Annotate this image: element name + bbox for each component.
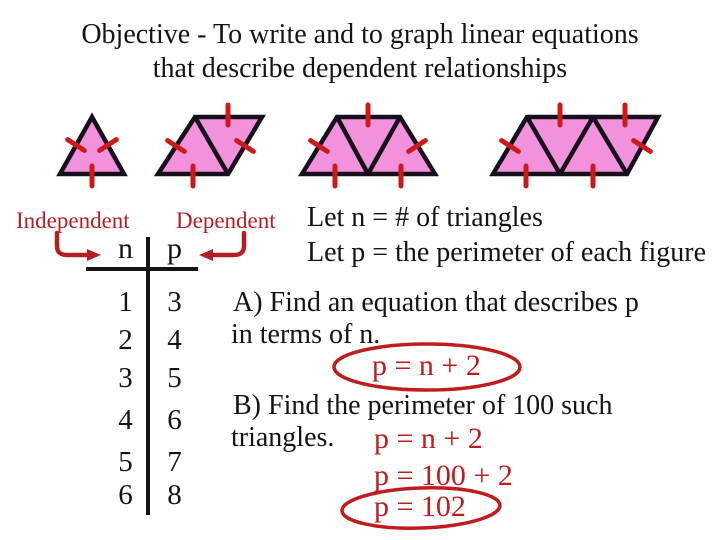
table-row — [101, 405, 199, 435]
cell-p: 5 — [167, 362, 182, 394]
definition-n: Let n = # of triangles — [307, 202, 543, 233]
cell-n: 4 — [118, 404, 133, 436]
table-row — [101, 363, 199, 393]
table-header-p: p — [167, 232, 182, 265]
tick-mark — [311, 141, 328, 152]
tick-mark — [409, 141, 426, 152]
tick-mark — [237, 141, 254, 152]
figure-1-triangle — [60, 117, 124, 186]
figure-4-triangles — [493, 105, 658, 186]
table-header-n: n — [118, 232, 133, 265]
cell-n: 6 — [118, 479, 133, 511]
tick-mark — [502, 141, 519, 152]
part-b-answer-equation: p = 102 — [374, 490, 466, 523]
part-a-prompt-line-1: A) Find an equation that describes p — [233, 287, 639, 318]
table-row — [101, 325, 199, 355]
table-row — [101, 287, 199, 317]
tick-mark — [68, 140, 85, 151]
part-b-work-step-1: p = n + 2 — [374, 422, 483, 455]
title-line-1: Objective - To write and to graph linear equations — [81, 19, 639, 50]
tick-mark — [168, 141, 185, 152]
tick-mark — [634, 141, 651, 152]
table-row — [101, 447, 199, 477]
independent-arrow — [57, 233, 101, 261]
cell-p: 6 — [167, 404, 182, 436]
dependent-arrow — [199, 233, 244, 261]
independent-label: Independent — [16, 208, 130, 233]
cell-n: 2 — [118, 324, 133, 356]
cell-p: 8 — [167, 479, 182, 511]
part-b-prompt-line-1: B) Find the perimeter of 100 such — [233, 390, 613, 421]
definition-p: Let p = the perimeter of each figure — [307, 237, 707, 268]
title-line-2: that describe dependent relationships — [152, 53, 568, 84]
tick-mark — [100, 140, 117, 151]
dependent-label: Dependent — [176, 208, 276, 233]
cell-n: 5 — [118, 446, 133, 478]
cell-p: 3 — [167, 286, 182, 318]
figure-3-triangles — [302, 105, 435, 186]
part-b-work-step-2: p = 100 + 2 — [374, 459, 513, 492]
part-a-prompt-line-2: in terms of n. — [231, 319, 381, 350]
figure-2-triangles — [158, 105, 262, 186]
table-header-row — [101, 234, 199, 264]
page-title — [0, 18, 720, 86]
cell-p: 7 — [167, 446, 182, 478]
table-row — [101, 480, 199, 510]
cell-n: 1 — [118, 286, 133, 318]
cell-p: 4 — [167, 324, 182, 356]
part-b-prompt-line-2: triangles. — [231, 422, 335, 453]
part-a-answer-equation: p = n + 2 — [372, 349, 481, 382]
cell-n: 3 — [118, 362, 133, 394]
